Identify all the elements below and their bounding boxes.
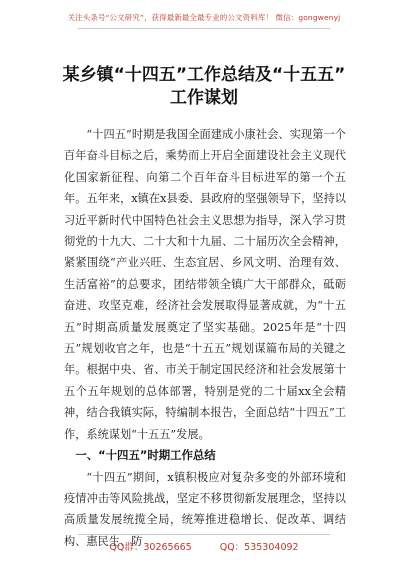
footer-qq: QQ：535304092	[219, 542, 299, 553]
intro-paragraph: “十四五”时期是我国全面建成小康社会、实现第一个百年奋斗目标之后，乘势而上开启全面建设社会主义现代化国家新征程、向第二个百年奋斗目标进军的第一个五年。五年来，x镇在x县委、县政府的坚强领导下，坚持以习近平新时代中国特色社会主义思想为指导，深入学习贯彻党的十九大、二十大和十九届、二十届历次全会精神，紧紧围绕“产业兴旺、生态宜居、乡风文明、治理有效、生活富裕”的总要求，团结带领全镇广大干部群众，砥砺奋进、攻坚克难，经济社会发展取得显著成就，为“十五五”时期高质量发展奠定了坚实基础。2025年是“十四五”规划收官之年，也是“十五五”规划谋篇布局的关键之年。根据中央、省、市关于制定国民经济和社会发展第十五个五年规划的总体部署，特别是党的二十届xx全会精神，结合我镇实际，特编制本报告，全面总结“十四五”工作，系统谋划“十五五”发展。	[64, 128, 346, 441]
header-promo-text: 关注头条号“公文研究”，获得最新最全最专业的公文资料库！ 微信：gongwenyj	[67, 13, 341, 22]
header-divider	[78, 28, 330, 29]
section-heading: 一、“十四五”时期工作总结	[75, 448, 216, 463]
footer-qq-group: QQ群：30265665	[109, 542, 192, 553]
footer-contact	[0, 539, 408, 553]
section-paragraph: “十四五”期间，x镇积极应对复杂多变的外部环境和疫情冲击等风险挑战，坚定不移贯彻新发展理念，坚持以高质量发展统揽全局，统筹推进稳增长、促改革、调结构、惠民生、防	[64, 470, 346, 548]
title-line-2: 工作谋划	[170, 88, 238, 108]
document-title	[58, 64, 350, 110]
footer-divider	[78, 534, 330, 535]
document-body	[64, 124, 346, 552]
title-line-1: 某乡镇“十四五”工作总结及“十五五”	[62, 65, 346, 85]
